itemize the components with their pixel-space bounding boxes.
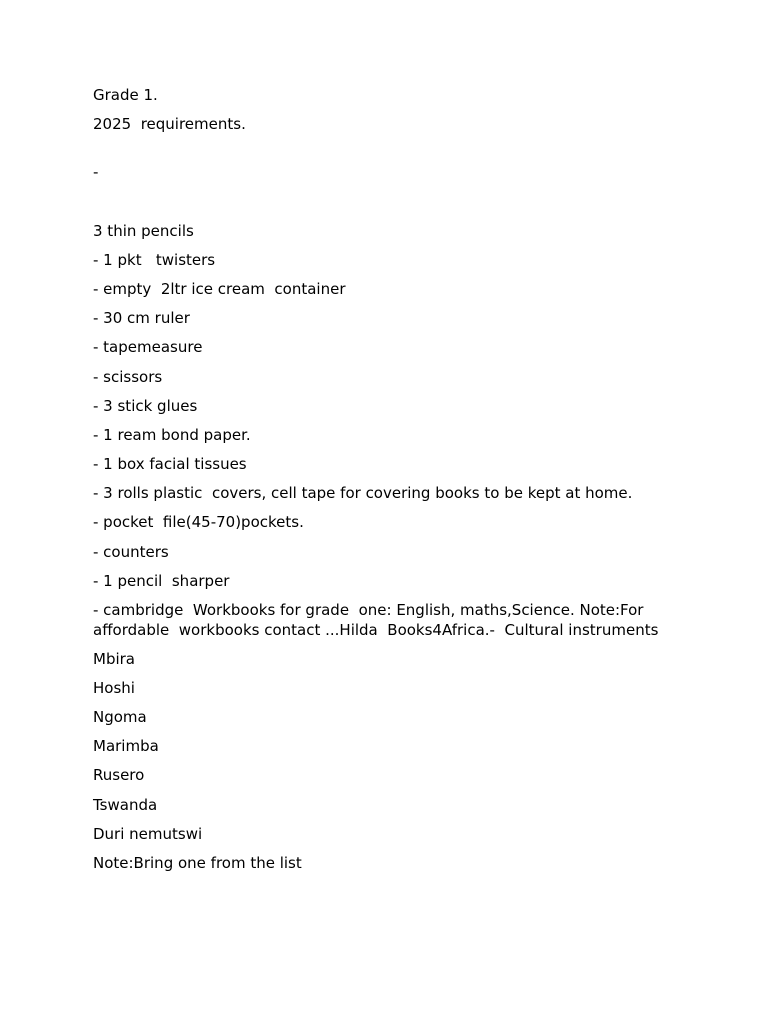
spacer — [93, 144, 673, 163]
note-text: Note:Bring one from the list — [93, 854, 302, 872]
instrument-item: Hoshi — [93, 678, 135, 697]
requirements-heading: 2025 requirements. — [93, 115, 246, 134]
list-item: - 3 stick glues — [93, 396, 198, 415]
list-item: - empty 2ltr ice cream container — [93, 279, 346, 298]
dash-line: - — [93, 163, 99, 182]
list-item: - counters — [93, 542, 169, 561]
instrument-item: Rusero — [93, 766, 145, 785]
list-item: - 1 pencil sharper — [93, 571, 230, 590]
document-page — [93, 86, 673, 883]
list-item: - 1 ream bond paper. — [93, 425, 251, 444]
spacer — [93, 193, 673, 222]
instrument-item: Marimba — [93, 737, 159, 756]
list-item: - 1 pkt twisters — [93, 250, 216, 269]
list-item: - cambridge Workbooks for grade one: English, maths,Science. Note:For affordable workbooks contact ...Hilda Books4Africa.- Cultural instruments — [93, 601, 659, 639]
list-item: 3 thin pencils — [93, 221, 194, 240]
instrument-item: Mbira — [93, 649, 135, 668]
requirements-list — [93, 222, 673, 640]
instrument-item: Tswanda — [93, 795, 158, 814]
grade-heading: Grade 1. — [93, 86, 158, 104]
list-item: - tapemeasure — [93, 338, 203, 357]
instruments-list — [93, 650, 673, 845]
list-item: - 1 box facial tissues — [93, 455, 247, 474]
list-item: - 30 cm ruler — [93, 309, 190, 328]
instrument-item: Duri nemutswi — [93, 824, 203, 843]
list-item: - scissors — [93, 367, 163, 386]
list-item: - pocket file(45-70)pockets. — [93, 513, 304, 532]
list-item: - 3 rolls plastic covers, cell tape for covering books to be kept at home. — [93, 484, 633, 503]
instrument-item: Ngoma — [93, 708, 147, 727]
